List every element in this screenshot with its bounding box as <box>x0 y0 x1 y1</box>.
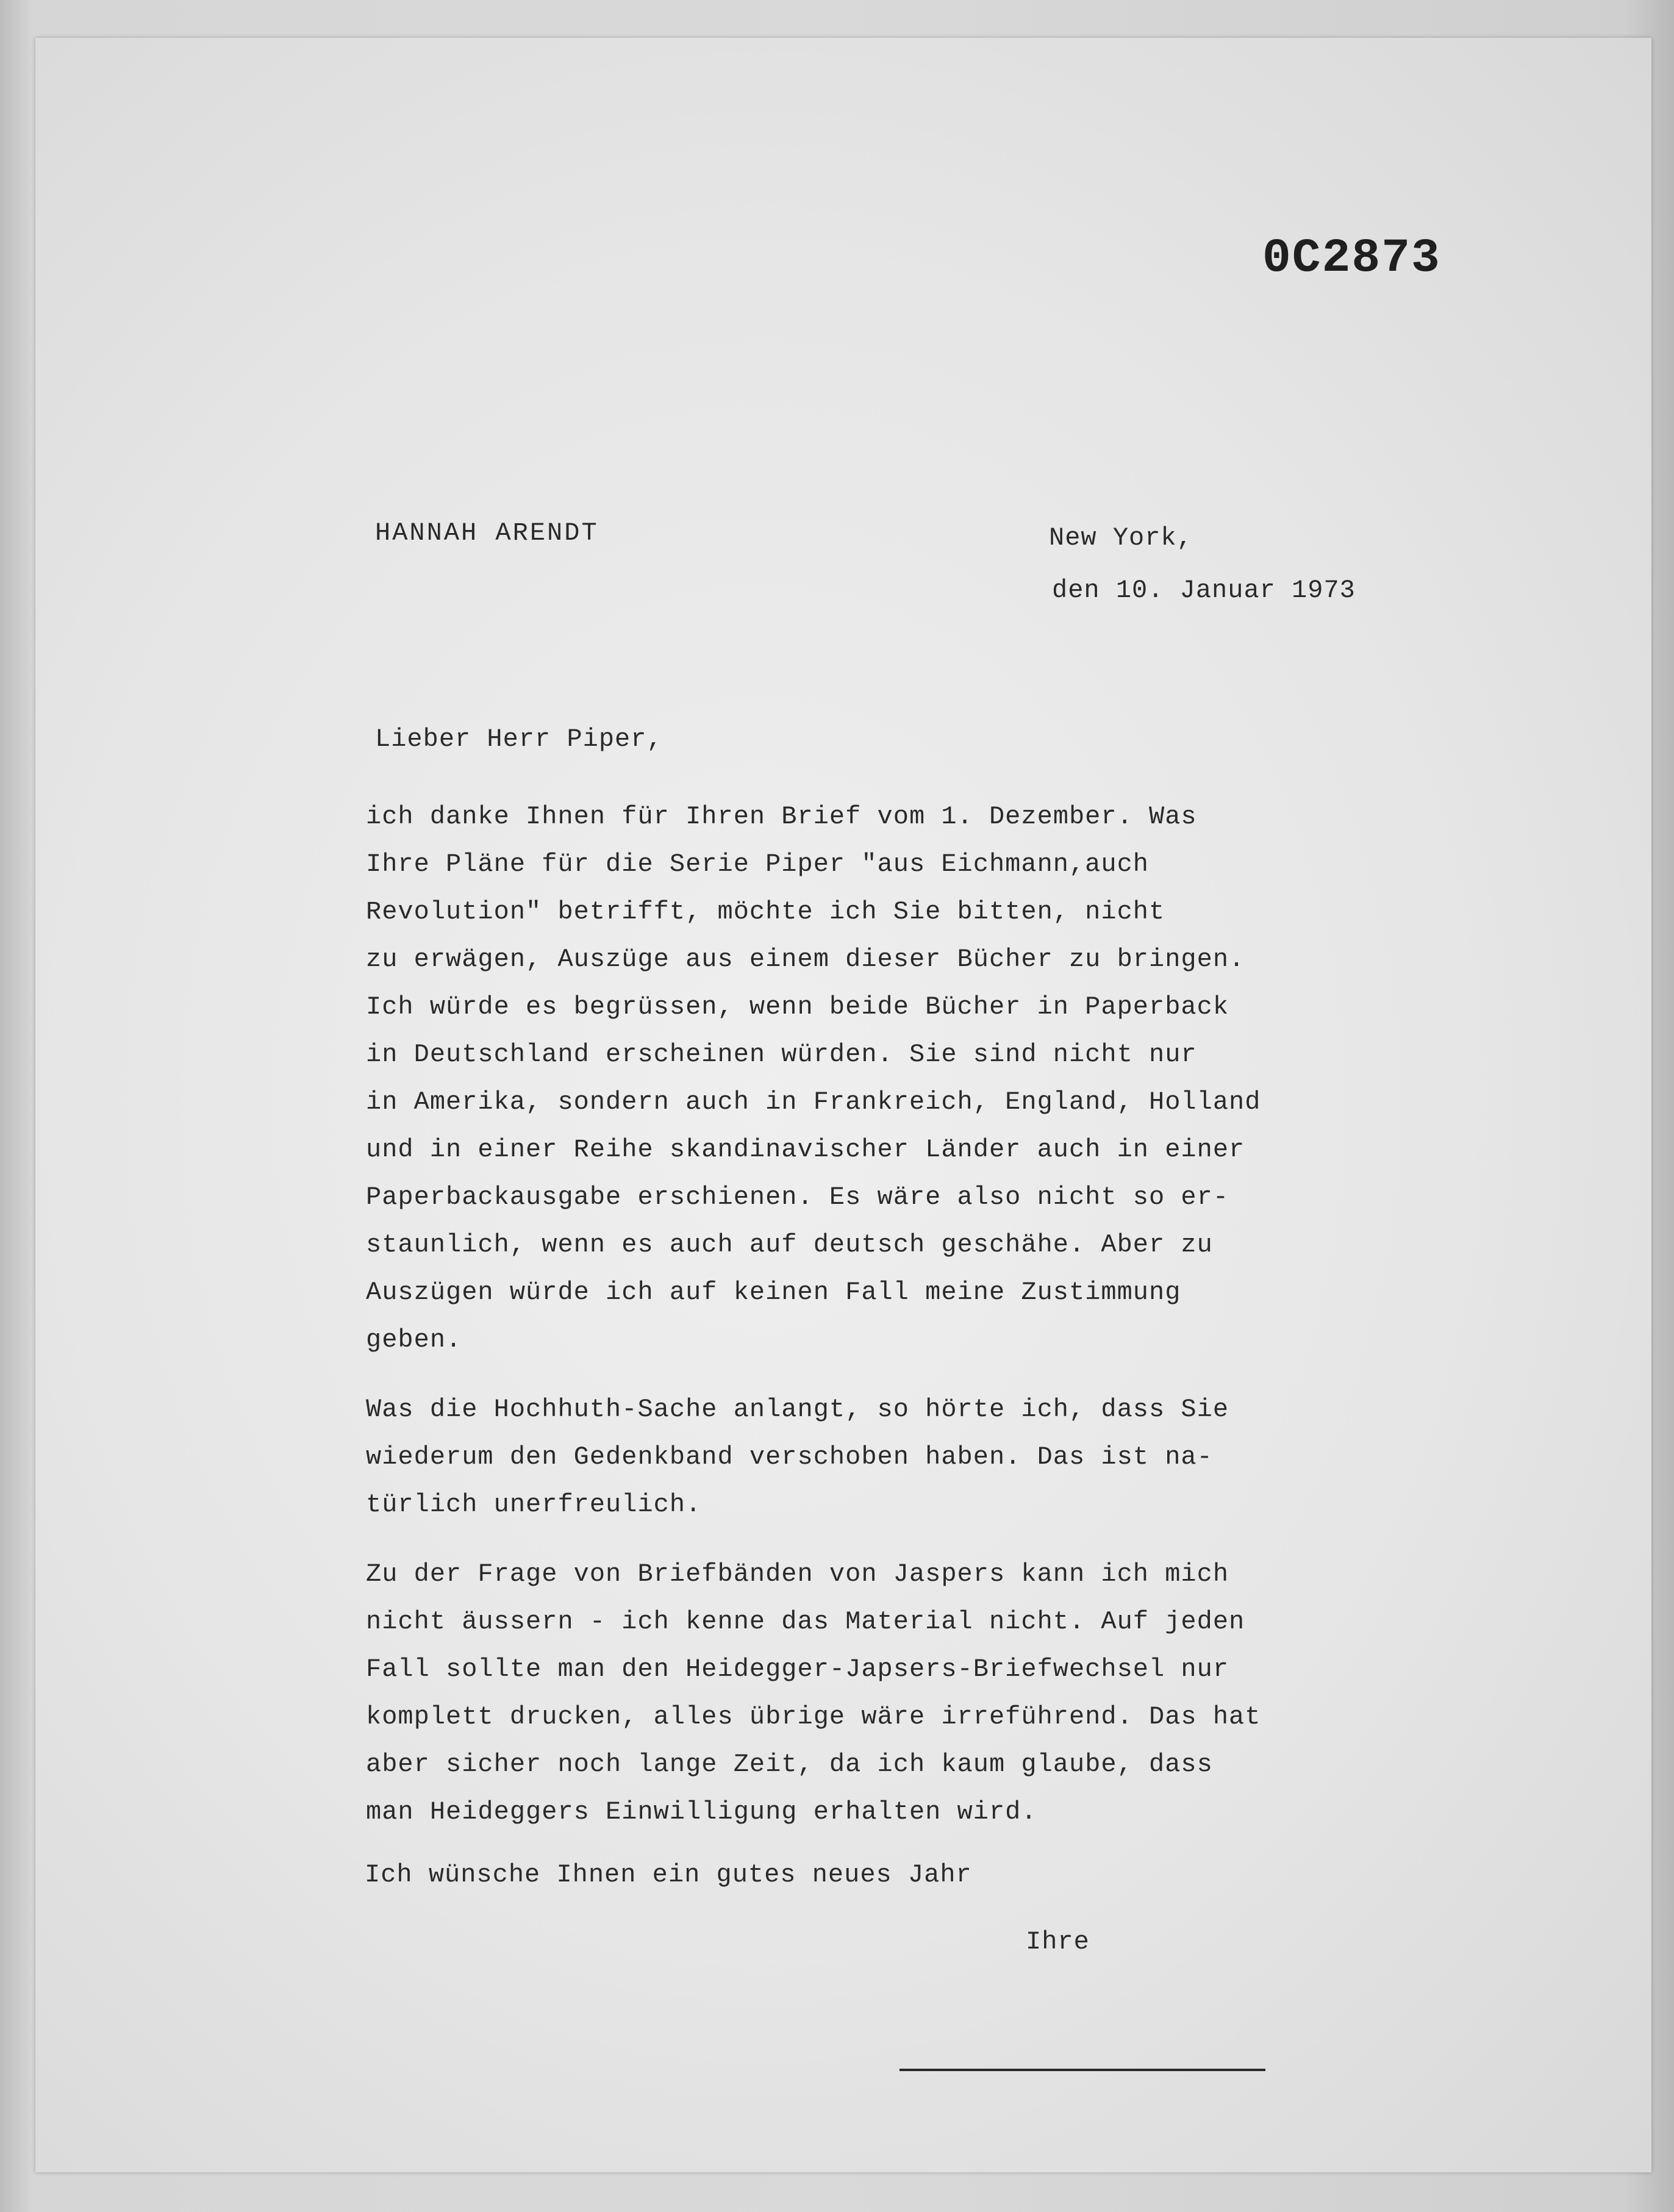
letter-date: den 10. Januar 1973 <box>1052 576 1356 605</box>
paragraph-3 <box>366 1550 1403 1836</box>
body-line: komplett drucken, alles übrige wäre irreführend. Das hat <box>366 1702 1261 1731</box>
body-line: Zu der Frage von Briefbänden von Jaspers kann ich mich <box>366 1559 1229 1589</box>
closing: Ihre <box>1026 1927 1090 1956</box>
body-line: Auszügen würde ich auf keinen Fall meine Zustimmung <box>366 1278 1181 1307</box>
body-line: und in einer Reihe skandinavischer Länder auch in einer <box>366 1135 1245 1164</box>
salutation: Lieber Herr Piper, <box>375 725 663 754</box>
body-line: Ich würde es begrüssen, wenn beide Bücher in Paperback <box>366 992 1229 1022</box>
paragraph-1 <box>366 793 1403 1364</box>
body-line: ich danke Ihnen für Ihren Brief vom 1. Dezember. Was <box>366 802 1197 831</box>
body-line: in Deutschland erscheinen würden. Sie sind nicht nur <box>366 1040 1197 1069</box>
body-line: zu erwägen, Auszüge aus einem dieser Bücher zu bringen. <box>366 945 1245 974</box>
body-line: geben. <box>366 1325 462 1355</box>
body-line: Ihre Pläne für die Serie Piper "aus Eichmann,auch <box>366 850 1150 879</box>
body-line: aber sicher noch lange Zeit, da ich kaum glaube, dass <box>366 1750 1213 1779</box>
body-line: wiederum den Gedenkband verschoben haben. Das ist na- <box>366 1442 1213 1472</box>
body-line: Was die Hochhuth-Sache anlangt, so hörte ich, dass Sie <box>366 1395 1229 1424</box>
body-line: staunlich, wenn es auch auf deutsch geschähe. Aber zu <box>366 1230 1213 1259</box>
body-line: in Amerika, sondern auch in Frankreich, England, Holland <box>366 1087 1261 1117</box>
body-line: man Heideggers Einwilligung erhalten wird. <box>366 1797 1037 1827</box>
body-line: nicht äussern - ich kenne das Material nicht. Auf jeden <box>366 1607 1245 1636</box>
signature-line <box>900 2069 1265 2071</box>
body-line: Revolution" betrifft, möchte ich Sie bitten, nicht <box>366 897 1165 926</box>
letter-body <box>366 793 1403 1858</box>
archive-number: 0C2873 <box>1262 232 1441 285</box>
body-line: Paperbackausgabe erschienen. Es wäre also nicht so er- <box>366 1183 1229 1212</box>
paragraph-2 <box>366 1386 1403 1528</box>
closing-wish: Ich wünsche Ihnen ein gutes neues Jahr <box>365 1860 972 1889</box>
sender-name: HANNAH ARENDT <box>375 518 599 548</box>
body-line: türlich unerfreulich. <box>366 1490 702 1519</box>
letter-place: New York, <box>1049 523 1193 553</box>
body-line: Fall sollte man den Heidegger-Japsers-Briefwechsel nur <box>366 1655 1229 1684</box>
